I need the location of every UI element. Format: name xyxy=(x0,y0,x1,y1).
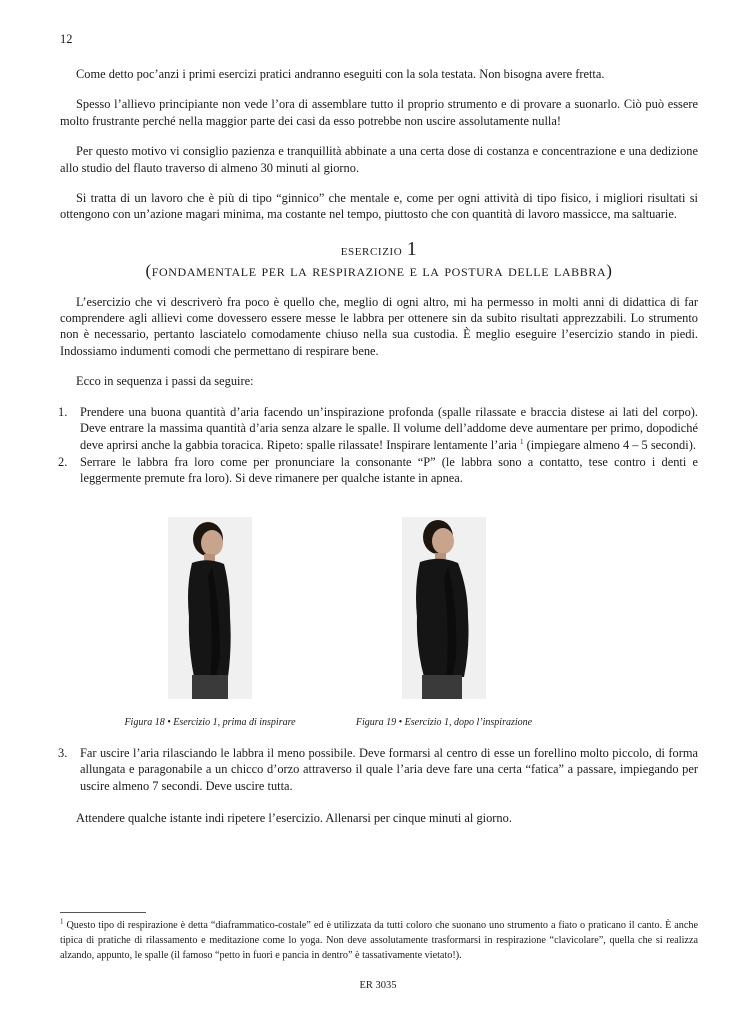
exercise-number: 1 xyxy=(406,237,418,260)
step-2 xyxy=(60,454,698,487)
footnote-divider xyxy=(60,912,146,913)
paragraph-1: Come detto poc’anzi i primi esercizi pratici andranno eseguiti con la sola testata. Non bisogna avere fretta. xyxy=(76,67,605,81)
paragraph-4: Si tratta di un lavoro che è più di tipo “ginnico” che mentale e, come per ogni attività di tipo fisico, i migliori risultati si ottengono con un’azione magari minima, ma costante nel tempo, piuttosto che con quantità di lavoro massicce, ma saltuarie. xyxy=(60,191,698,222)
step-3 xyxy=(60,745,698,794)
footnote-text: Questo tipo di respirazione è detta “diaframmatico-costale” ed è utilizzata da tutti coloro che suonano uno strumento a fiato o praticano il canto. È anche tipica di pratiche di rilassamento e meditazione come lo yoga. Non deve assolutamente trasformarsi in respirazione “clavicolare”, quella che si realizza alzando, appunto, le spalle (il famoso “petto in fuori e pancia in dentro” è tassativamente vietato!). xyxy=(60,920,698,961)
figure-caption: Figura 19 • Esercizio 1, dopo l’inspirazione xyxy=(355,717,533,729)
steps-intro: Ecco in sequenza i passi da seguire: xyxy=(76,374,254,389)
step-text: Serrare le labbra fra loro come per pronunciare la consonante “P” (le labbra sono a contatto, tese contro i denti e leggermente premute fra loro). Si deve rimanere per qualche istante in apnea. xyxy=(80,454,698,486)
footnote-mark: 1 xyxy=(60,917,64,926)
step-number: 3. xyxy=(58,745,68,760)
steps-list xyxy=(60,404,698,487)
step-1 xyxy=(60,404,698,453)
step-number: 2. xyxy=(58,454,68,469)
footnote xyxy=(60,918,698,963)
paragraph-2: Spesso l’allievo principiante non vede l’ora di assemblare tutto il proprio strumento e di provare a suonarlo. Ciò può essere molto frustrante perché nella maggior parte dei casi da esso potrebbe non uscire assolutamente nulla! xyxy=(60,97,698,128)
exercise-intro: L’esercizio che vi descriverò fra poco è quello che, meglio di ogni altro, mi ha permesso in molti anni di didattica di far comprendere agli allievi come dovessero essere messe le labbra per ottenere sin da subito risultati apprezzabili. Lo strumento non è necessario, pertanto lasciatelo comodamente chiuso nella sua custodia. È meglio eseguire l’esercizio stando in piedi. Indossiamo indumenti comodi che permettano di respirare bene. xyxy=(60,294,698,358)
closing-paragraph: Attendere qualche istante indi ripetere l’esercizio. Allenarsi per cinque minuti al giorno. xyxy=(76,810,512,825)
body-content xyxy=(60,66,698,840)
page-number: 12 xyxy=(60,32,73,46)
paragraph-3: Per questo motivo vi consiglio pazienza e tranquillità abbinate a una certa dose di costanza e concentrazione e una dedizione allo studio del flauto traverso di almeno 30 minuti al giorno. xyxy=(60,144,698,175)
publisher-code: ER 3035 xyxy=(359,980,397,991)
exercise-heading xyxy=(60,237,698,260)
figures-row xyxy=(60,517,698,735)
photo-before-inhale xyxy=(168,517,252,699)
step-text-continued: (impiegare almeno 4 – 5 secondi). xyxy=(526,437,696,452)
photo-after-inhale xyxy=(402,517,486,699)
figure-19 xyxy=(355,517,533,729)
exercise-subtitle: (fondamentale per la respirazione e la postura delle labbra) xyxy=(145,261,613,281)
step-number: 1. xyxy=(58,404,68,419)
exercise-label: esercizio xyxy=(340,242,403,259)
figure-18 xyxy=(124,517,296,729)
step-text: Prendere una buona quantità d’aria facendo un’inspirazione profonda (spalle rilassate e braccia distese ai lati del corpo). Deve entrare la massima quantità d’aria senza alzare le spalle. Il volume dell’addome deve aumentare per primo, dopodiché deve aprirsi anche la gabbia toracica. Ripeto: spalle rilassate! Inspirare lentamente l’aria xyxy=(80,404,698,452)
footnote-reference: 1 xyxy=(520,437,524,446)
step-text: Far uscire l’aria rilasciando le labbra il meno possibile. Deve formarsi al centro di esse un forellino molto piccolo, di forma allungata e paragonabile a un chicco d’orzo attraverso il quale l’aria deve fare una certa “fatica” a passare, impiegando per uscire almeno 7 secondi. Deve uscire tutta. xyxy=(80,745,698,793)
figure-caption: Figura 18 • Esercizio 1, prima di inspirare xyxy=(124,717,296,729)
